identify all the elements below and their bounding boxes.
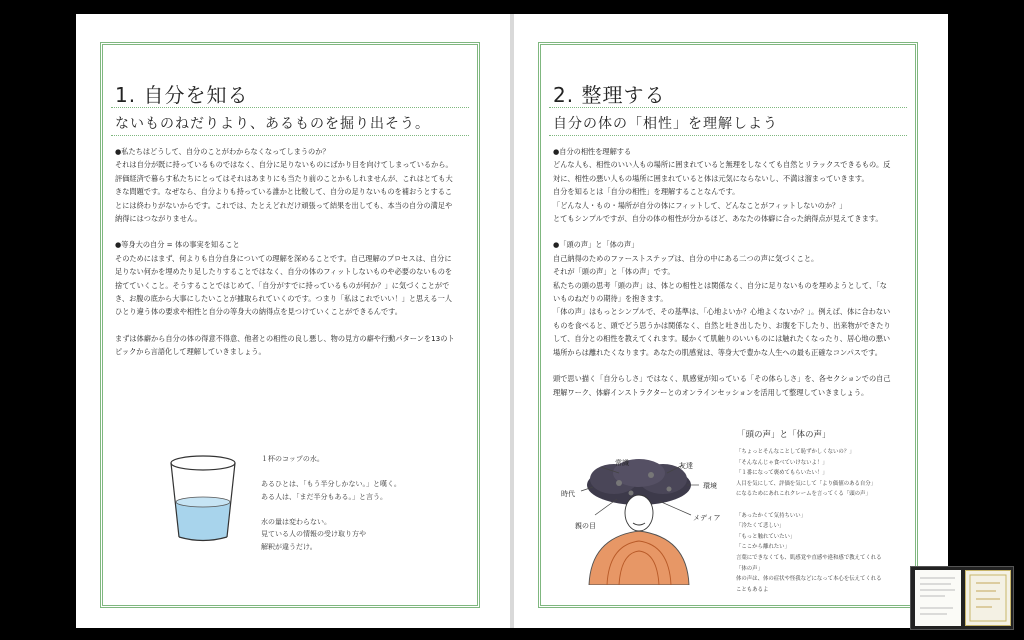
figure-title: 「頭の声」と「体の声」 [737, 430, 831, 440]
paragraph: ●等身大の自分 = 体の事実を知ること [115, 240, 240, 250]
figure-line: 体の声は、体の症状や怪我などになって本心を伝えてくれる [736, 576, 882, 583]
label-joushiki: 常識 [615, 459, 629, 467]
figure-line: 人目を気にして、評価を気にして「より価値のある自分」 [736, 480, 877, 487]
glass-caption [261, 453, 401, 553]
label-yuujin: 友達 [679, 462, 693, 470]
figure-line: になるためにあれこれクレームを言ってくる「頭の声」 [736, 491, 871, 498]
water-level [163, 502, 243, 545]
paragraph: 私たちの頭の思考「頭の声」は、体との相性とは関係なく、自分に足りないものを埋めようとして、「ないものねだりの期待」を抱きます。 [553, 280, 887, 304]
thumbnail-page-left[interactable] [915, 570, 961, 626]
page-title: 2. 整理する [553, 83, 666, 107]
right-page [514, 14, 948, 628]
paragraph: ●「頭の声」と「体の声」 [553, 240, 639, 250]
body-text [553, 145, 893, 399]
thumbnail-page-right[interactable] [965, 570, 1011, 626]
body-text [115, 145, 455, 359]
figure-text [736, 447, 916, 595]
caption-line: 解釈が違うだけ。 [261, 542, 317, 551]
label-oya: 親の目 [575, 522, 596, 530]
figure-line: 「そんなんじゃ食べていけないよ！」 [736, 459, 828, 466]
glass-of-water-illustration [163, 449, 243, 545]
paragraph: 自己納得のためのファーストステップは、自分の中にある二つの声に気づくこと。 [553, 253, 819, 263]
divider [549, 107, 907, 108]
paragraph: 頭で思い描く「自分らしさ」ではなく、肌感覚が知っている「その体らしさ」を、各セクションでの自己理解ワーク、体癖インストラクターとのオンラインセッションを活用して整理していきましょう。 [553, 374, 891, 397]
paragraph: 「どんな人・もの・場所が自分の体にフィットして、どんなことがフィットしないのか？」 [553, 200, 847, 210]
paragraph: それは自分が既に持っているものではなく、自分に足りないものにばかり目を向けてしまっているから。評価経済で暮らす私たちにとってはそれはあまりにも当たり前のことかもしれませんが、これはとても大きな問題です。なぜなら、自分よりも持っている誰かと比較して、自分の足りないものを補おうとすることには終わりがないからです。これでは、たとえどれだけ頑張って結果を出しても、本当の自分の満足や納得にはつながりません。 [115, 160, 453, 224]
figure-line: 「１番になって褒めてもらいたい！」 [736, 470, 828, 477]
caption-line: ある人は、「まだ半分もある。」と言う。 [261, 492, 387, 501]
paragraph: どんな人も、相性のいい人もの場所に囲まれていると無理をしなくても自然とリラックスできるもの。反対に、相性の悪い人もの場所に囲まれていると体は元気にならないし、不満は溜まっていきます。 [553, 160, 891, 183]
paragraph: そのためにはまず、何よりも自分自身についての理解を深めることです。自己理解のプロセスは、自分に足りない何かを埋めたり足したりすることではなく、自分の体のフィットしないものや必要のないものを捨てていくこと。そうすることではじめて、「自分がすでに持っているものが何か？」に気づくことができ、お腹の底から大事にしたいことが據取られていくのです。つまり「私はこれでいい！」と思える一人ひとり違う体の要求や相性と自分の等身大の納得点を見つけていくことができるんです。 [115, 253, 453, 317]
paragraph: まずは体癖から自分の体の得意不得意、他者との相性の良し悪し、物の見方の癖や行動パターンを13のトピックから言語化して理解していきましょう。 [115, 333, 455, 357]
caption-line: 見ている人の情報の受け取り方や [261, 530, 366, 538]
caption-line: 水の量は変わらない。 [261, 517, 331, 526]
label-jidai: 時代 [561, 490, 575, 498]
figure-line: 「もっと触れていたい」 [736, 533, 796, 540]
divider [549, 135, 907, 136]
figure-line: 「あったかくて気持ちいい」 [736, 512, 807, 519]
divider [111, 107, 469, 108]
paragraph: とてもシンプルですが、自分の体の相性が分かるほど、あなたの体癖に合った納得点が見えてきます。 [553, 214, 883, 224]
page-subtitle: 自分の体の「相性」を理解しよう [553, 116, 778, 132]
caption-line: １杯のコップの水。 [261, 455, 324, 463]
left-frame [100, 42, 480, 608]
paragraph: ●私たちはどうして、自分のことがわからなくなってしまうのか？ [115, 147, 330, 156]
label-kankyou: 環境 [703, 482, 717, 490]
caption-line: あるひとは、「もう半分しかない。」と嘆く。 [261, 480, 401, 488]
figure-line: こともあるよ [736, 586, 769, 593]
figure-line: 「冷たくて悲しい」 [736, 523, 785, 530]
divider [111, 135, 469, 136]
page-subtitle: ないものねだりより、あるものを掘り出そう。 [115, 116, 430, 132]
figure-line: 言葉にできなくても、肌感覚や直感や違和感で教えてくれる [736, 554, 882, 561]
figure-line: 「体の声」 [736, 565, 763, 572]
page-thumbnail-navigator[interactable] [910, 566, 1014, 630]
paragraph: 「体の声」はもっとシンプルで、その基準は、「心地よいか？心地よくないか？」。例えば、体に合わないものを食べると、頭でどう思うかは関係なく、自然と吐き出したり、お腹を下したり、出来物ができたりして、自分との相性を教えてくれます。暖かくて肌触りのいいものには触れたくなったり、居心地の悪い場所からは離れたくなります。あなたの肌感覚は、等身大で豊かな人生への最も正確なコンパスです。 [553, 307, 891, 357]
figure-line: 「ちょっとそんなことして恥ずかしくないの？」 [736, 449, 855, 455]
paragraph: ●自分の相性を理解する [553, 147, 632, 156]
left-page [76, 14, 510, 628]
right-frame [538, 42, 918, 608]
paragraph: それが「頭の声」と「体の声」です。 [553, 267, 675, 277]
page-title: 1. 自分を知る [115, 83, 249, 107]
paragraph: 自分を知るとは「自分の相性」を理解することなんです。 [553, 187, 740, 197]
figure-line: 「ここから離れたい」 [736, 544, 790, 551]
label-media: メディア [693, 514, 721, 522]
